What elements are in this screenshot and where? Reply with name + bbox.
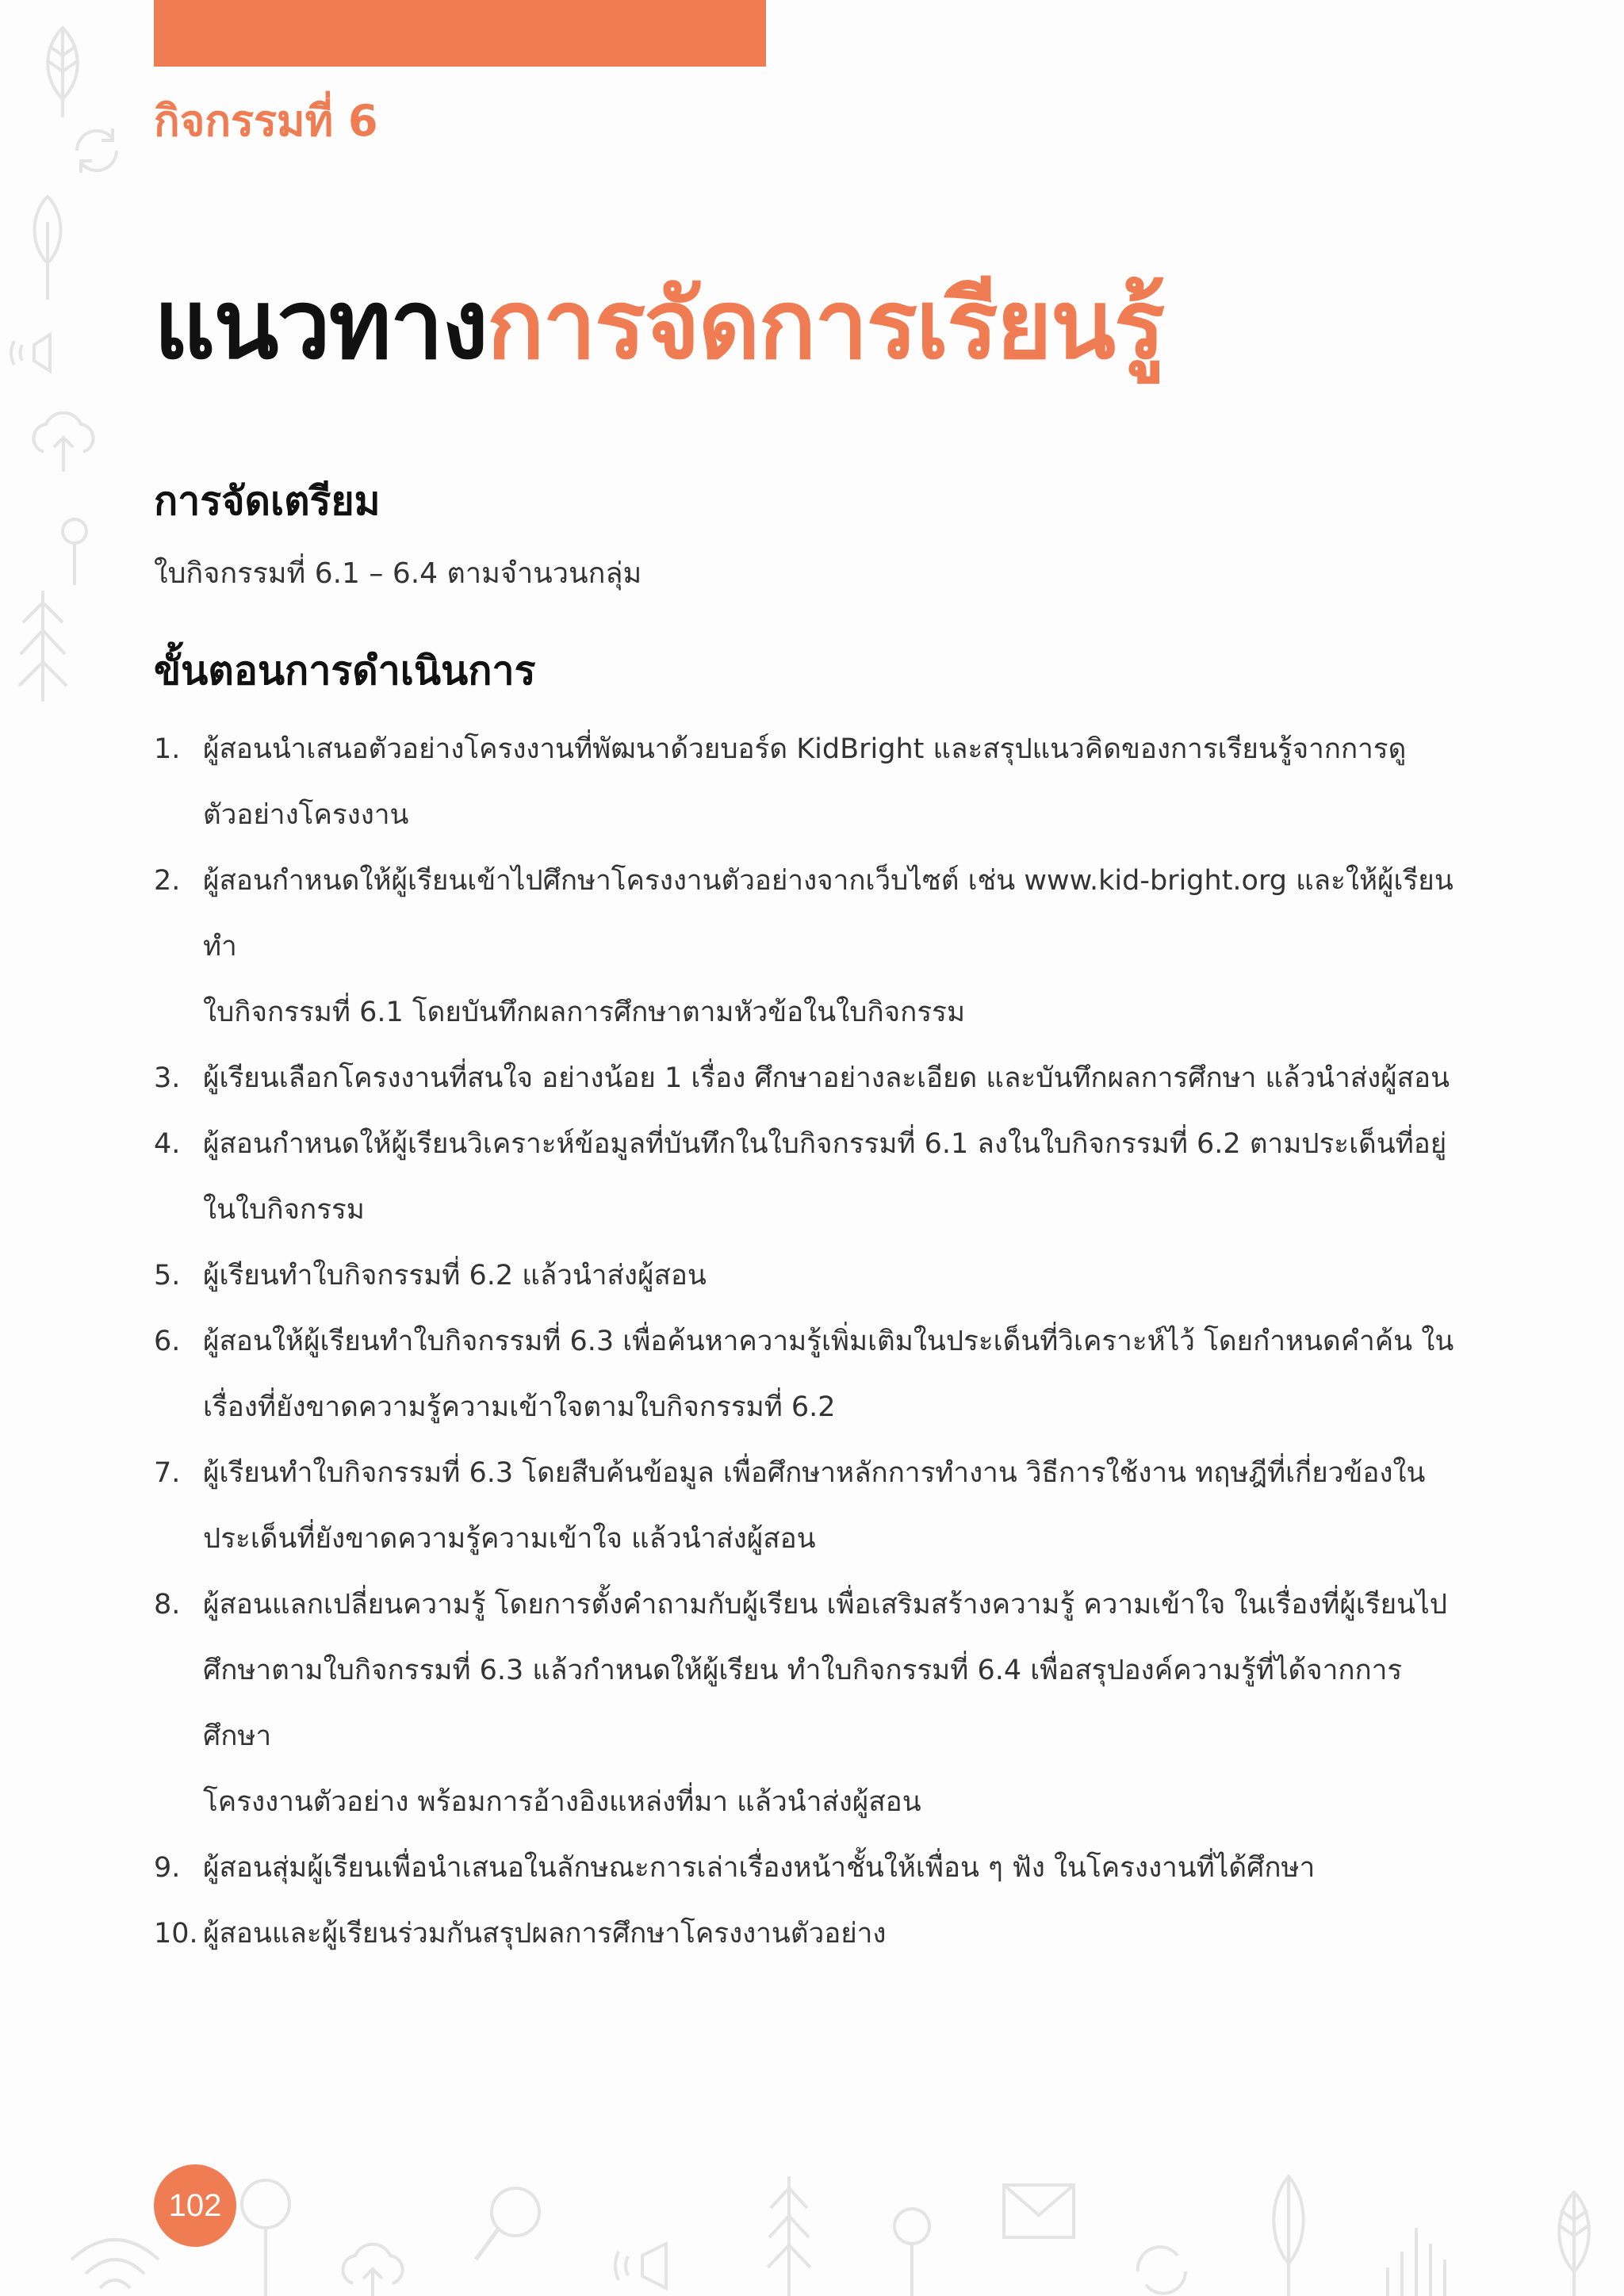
mail-icon xyxy=(1001,2180,1077,2244)
step-number: 10. xyxy=(154,1918,198,1950)
pine-tree-icon xyxy=(761,2172,817,2296)
step-text xyxy=(203,1441,1454,1572)
preparation-heading: การจัดเตรียม xyxy=(154,478,381,524)
step-number: 3. xyxy=(154,1062,181,1094)
pin-icon xyxy=(59,515,90,587)
activity-label: กิจกรรมที่ 6 xyxy=(154,96,378,146)
page-title-part1: แนวทาง xyxy=(154,270,487,381)
step-text xyxy=(203,1835,1454,1901)
step-text-line: ประเด็นที่ยังขาดความรู้ความเข้าใจ แล้วนำส่งผู้สอน xyxy=(203,1523,816,1555)
leaf-icon xyxy=(35,24,90,119)
page-title xyxy=(154,258,1163,393)
step-text xyxy=(203,1309,1454,1441)
step-text-line: ผู้เรียนทำใบกิจกรรมที่ 6.2 แล้วนำส่งผู้สอน xyxy=(203,1260,707,1292)
step-text xyxy=(203,1572,1454,1835)
step-text-line: เรื่องที่ยังขาดความรู้ความเข้าใจตามใบกิจกรรมที่ 6.2 xyxy=(203,1391,836,1423)
leaf-icon xyxy=(1261,2172,1316,2296)
procedure-step xyxy=(154,1901,1454,1967)
leaf-icon xyxy=(1546,2188,1602,2296)
step-number: 6. xyxy=(154,1326,181,1357)
step-text-line: ผู้สอนกำหนดให้ผู้เรียนเข้าไปศึกษาโครงงานตัวอย่างจากเว็บไซต์ เช่น www.kid-bright.org และให้ผู้เรียนทำ xyxy=(203,865,1454,962)
broadcast-icon xyxy=(611,2236,698,2296)
procedure-step xyxy=(154,1309,1454,1441)
step-text xyxy=(203,1243,1454,1309)
pin-icon xyxy=(888,2204,936,2296)
bar-chart-icon xyxy=(1380,2204,1451,2296)
refresh-icon xyxy=(1126,2236,1197,2296)
step-text-line: ผู้สอนนำเสนอตัวอย่างโครงงานที่พัฒนาด้วยบอร์ด KidBright และสรุปแนวคิดของการเรียนรู้จากการดู xyxy=(203,733,1407,765)
step-text-line: ศึกษาตามใบกิจกรรมที่ 6.3 แล้วกำหนดให้ผู้เรียน ทำใบกิจกรรมที่ 6.4 เพื่อสรุปองค์ความรู้ที่ได้จากการศึกษา xyxy=(203,1655,1403,1752)
page-number: 102 xyxy=(168,2187,222,2223)
wifi-icon xyxy=(63,2220,167,2296)
cloud-upload-icon xyxy=(333,2236,412,2296)
step-text-line: ผู้สอนและผู้เรียนร่วมกันสรุปผลการศึกษาโครงงานตัวอย่าง xyxy=(203,1918,887,1950)
step-text xyxy=(203,1112,1454,1243)
step-number: 8. xyxy=(154,1589,181,1621)
step-number: 7. xyxy=(154,1457,181,1489)
step-text-line: ใบกิจกรรมที่ 6.1 โดยบันทึกผลการศึกษาตามหัวข้อในใบกิจกรรม xyxy=(203,997,966,1028)
step-text-line: ผู้สอนสุ่มผู้เรียนเพื่อนำเสนอในลักษณะการเล่าเรื่องหน้าชั้นให้เพื่อน ๆ ฟัง ในโครงงานที่ได้ศึกษา xyxy=(203,1852,1316,1884)
pine-tree-icon xyxy=(11,587,75,706)
procedure-step xyxy=(154,1835,1454,1901)
step-text xyxy=(203,848,1454,1046)
broadcast-icon xyxy=(6,325,78,381)
step-text xyxy=(203,717,1454,848)
search-icon xyxy=(468,2180,547,2267)
procedure-step xyxy=(154,1572,1454,1835)
page-title-part2: การจัดการเรียนรู้ xyxy=(486,270,1164,381)
step-number: 2. xyxy=(154,865,181,897)
procedure-list xyxy=(154,717,1454,1967)
tree-icon xyxy=(238,2172,293,2296)
procedure-step xyxy=(154,848,1454,1046)
step-number: 5. xyxy=(154,1260,181,1292)
step-text-line: ผู้สอนให้ผู้เรียนทำใบกิจกรรมที่ 6.3 เพื่อค้นหาความรู้เพิ่มเติมในประเด็นที่วิเคราะห์ไว้ โดยกำหนดคำค้น ใน xyxy=(203,1326,1454,1357)
step-text xyxy=(203,1046,1454,1112)
cloud-upload-icon xyxy=(24,404,103,476)
step-text-line: ตัวอย่างโครงงาน xyxy=(203,799,409,831)
procedure-step xyxy=(154,1441,1454,1572)
procedure-step xyxy=(154,717,1454,848)
refresh-icon xyxy=(65,119,128,182)
step-number: 9. xyxy=(154,1852,181,1884)
step-text-line: ผู้สอนกำหนดให้ผู้เรียนวิเคราะห์ข้อมูลที่บันทึกในใบกิจกรรมที่ 6.1 ลงในใบกิจกรรมที่ 6.2 ตามประเด็นที่อยู่ xyxy=(203,1128,1447,1160)
step-text xyxy=(203,1901,1454,1967)
step-text-line: ผู้สอนแลกเปลี่ยนความรู้ โดยการตั้งคำถามกับผู้เรียน เพื่อเสริมสร้างความรู้ ความเข้าใจ ในเรื่องที่ผู้เรียนไป xyxy=(203,1589,1447,1621)
step-text-line: ผู้เรียนทำใบกิจกรรมที่ 6.3 โดยสืบค้นข้อมูล เพื่อศึกษาหลักการทำงาน วิธีการใช้งาน ทฤษฎีที่เกี่ยวข้องใน xyxy=(203,1457,1426,1489)
procedure-step xyxy=(154,1112,1454,1243)
step-number: 4. xyxy=(154,1128,181,1160)
procedure-heading: ขั้นตอนการดำเนินการ xyxy=(154,648,536,694)
page-number-badge xyxy=(154,2164,236,2247)
procedure-step xyxy=(154,1243,1454,1309)
step-text-line: ผู้เรียนเลือกโครงงานที่สนใจ อย่างน้อย 1 เรื่อง ศึกษาอย่างละเอียด และบันทึกผลการศึกษา แล้วนำส่งผู้สอน xyxy=(203,1062,1450,1094)
step-text-line: ในใบกิจกรรม xyxy=(203,1194,365,1226)
procedure-step xyxy=(154,1046,1454,1112)
header-accent-bar xyxy=(154,0,766,67)
preparation-text: ใบกิจกรรมที่ 6.1 – 6.4 ตามจำนวนกลุ่ม xyxy=(154,557,642,590)
step-text-line: โครงงานตัวอย่าง พร้อมการอ้างอิงแหล่งที่มา แล้วนำส่งผู้สอน xyxy=(203,1786,921,1818)
tree-icon xyxy=(24,190,71,301)
step-number: 1. xyxy=(154,733,181,765)
